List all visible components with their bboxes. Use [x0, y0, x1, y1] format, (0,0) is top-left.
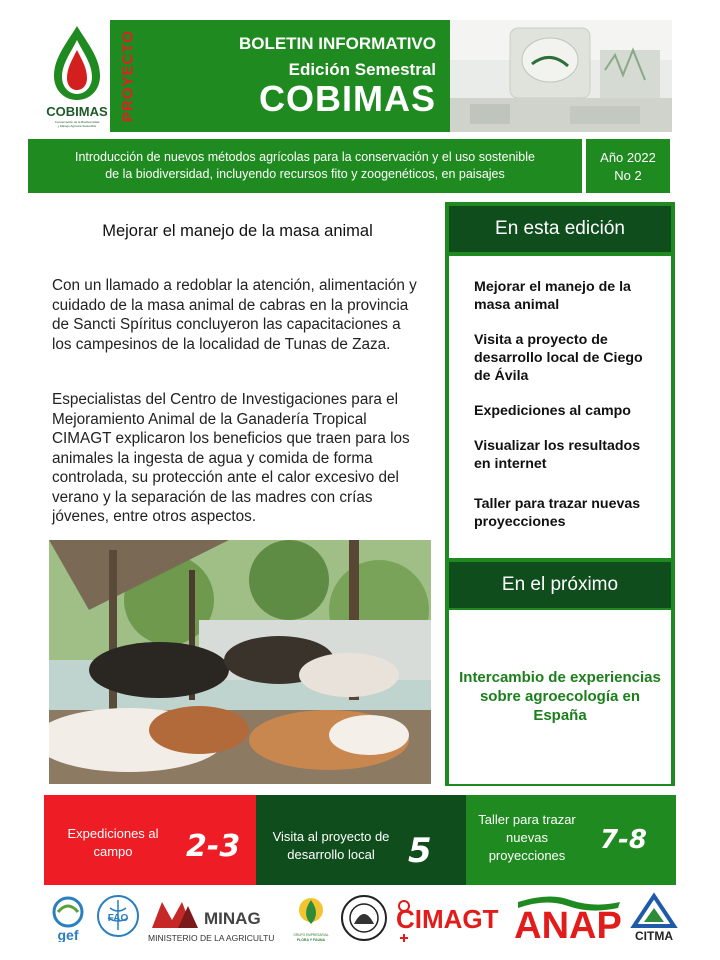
svg-text:ANAP: ANAP	[514, 905, 622, 944]
section-link-expediciones[interactable]	[44, 795, 256, 885]
anap-logo	[510, 888, 626, 944]
svg-text:y Manejo Agrícola Sostenible: y Manejo Agrícola Sostenible	[57, 124, 97, 128]
edition-box	[586, 139, 670, 193]
svg-text:MINISTERIO DE LA AGRICULTURA: MINISTERIO DE LA AGRICULTURA	[148, 933, 274, 943]
header-photo	[450, 20, 672, 132]
svg-text:Conservación de la Biodiversid: Conservación de la Biodiversidad	[54, 120, 100, 124]
section-pages: 5	[408, 831, 432, 871]
edition-year: Año 2022	[600, 150, 656, 165]
citma-logo	[630, 892, 678, 944]
in-this-edition-heading: En esta edición	[449, 206, 671, 252]
gef-logo	[46, 894, 92, 942]
section-label: Visita al proyecto de desarrollo local	[272, 829, 390, 862]
proyecto-band	[110, 20, 146, 132]
minag-logo	[148, 894, 274, 944]
svg-text:FAO: FAO	[107, 913, 129, 924]
bulletin-title: BOLETIN INFORMATIVO	[238, 34, 436, 53]
article-paragraph: Especialistas del Centro de Investigaciones para el Mejoramiento Animal de la Ganadería Tropical CIMAGT explicaron los beneficios que traen para los animales la ingesta de agua y comida de forma controlada, su protección ante el calor excesivo del verano y la separación de las madres con crías jóvenes, entre otros aspectos.	[52, 391, 410, 525]
edition-issue: No 2	[614, 168, 642, 183]
fao-logo	[96, 894, 140, 938]
goats-photo	[49, 540, 431, 784]
contents-item[interactable]: Mejorar el manejo de la masa animal	[474, 279, 631, 313]
contents-item[interactable]: Expediciones al campo	[474, 403, 631, 419]
svg-text:MINAG: MINAG	[204, 909, 261, 928]
masthead	[146, 20, 450, 132]
svg-text:FLORA Y FAUNA: FLORA Y FAUNA	[296, 938, 326, 942]
cobimas-logo	[44, 22, 110, 134]
next-edition-heading: En el próximo	[449, 562, 671, 608]
flora-fauna-logo	[288, 894, 334, 944]
next-edition-topic: Intercambio de experiencias sobre agroecología en España	[459, 669, 661, 724]
contents-list	[449, 256, 671, 558]
article-paragraph: Con un llamado a redoblar la atención, alimentación y cuidado de la masa animal de cabras en la provincia de Sancti Spíritus concluyeron las capacitaciones a los campesinos de la localidad de Tunas de Zaza.	[52, 277, 417, 353]
contents-item[interactable]: Visualizar los resultados en internet	[474, 438, 641, 472]
svg-text:CITMA: CITMA	[635, 929, 673, 943]
svg-text:GRUPO EMPRESARIAL: GRUPO EMPRESARIAL	[293, 933, 329, 937]
edition-type: Edición Semestral	[288, 60, 436, 79]
svg-text:CIMAGT: CIMAGT	[396, 904, 499, 934]
next-edition-box	[449, 610, 671, 784]
contents-item[interactable]: Taller para trazar nuevas proyecciones	[474, 496, 641, 530]
svg-text:gef: gef	[57, 927, 79, 942]
bulletin-name: COBIMAS	[259, 78, 436, 119]
section-pages: 7-8	[600, 825, 647, 855]
section-label: Taller para trazar nuevas proyecciones	[478, 812, 576, 863]
partner-logos	[40, 888, 680, 948]
project-description: Introducción de nuevos métodos agrícolas para la conservación y el uso sostenible de la biodiversidad, incluyendo recursos fito y zoogenéticos, en paisajes	[28, 139, 582, 193]
article-title: Mejorar el manejo de la masa animal	[102, 222, 373, 240]
proyecto-label: PROYECTO	[119, 30, 137, 122]
contents-item[interactable]: Visita a proyecto de desarrollo local de Ciego de Ávila	[474, 332, 643, 384]
section-link-taller[interactable]	[466, 795, 676, 885]
svg-text:COBIMAS: COBIMAS	[46, 104, 108, 119]
cimagt-logo	[394, 898, 502, 942]
section-link-visita[interactable]	[256, 795, 466, 885]
section-pages: 2-3	[186, 829, 241, 864]
seal-logo	[340, 894, 388, 942]
section-label: Expediciones al campo	[67, 826, 159, 859]
